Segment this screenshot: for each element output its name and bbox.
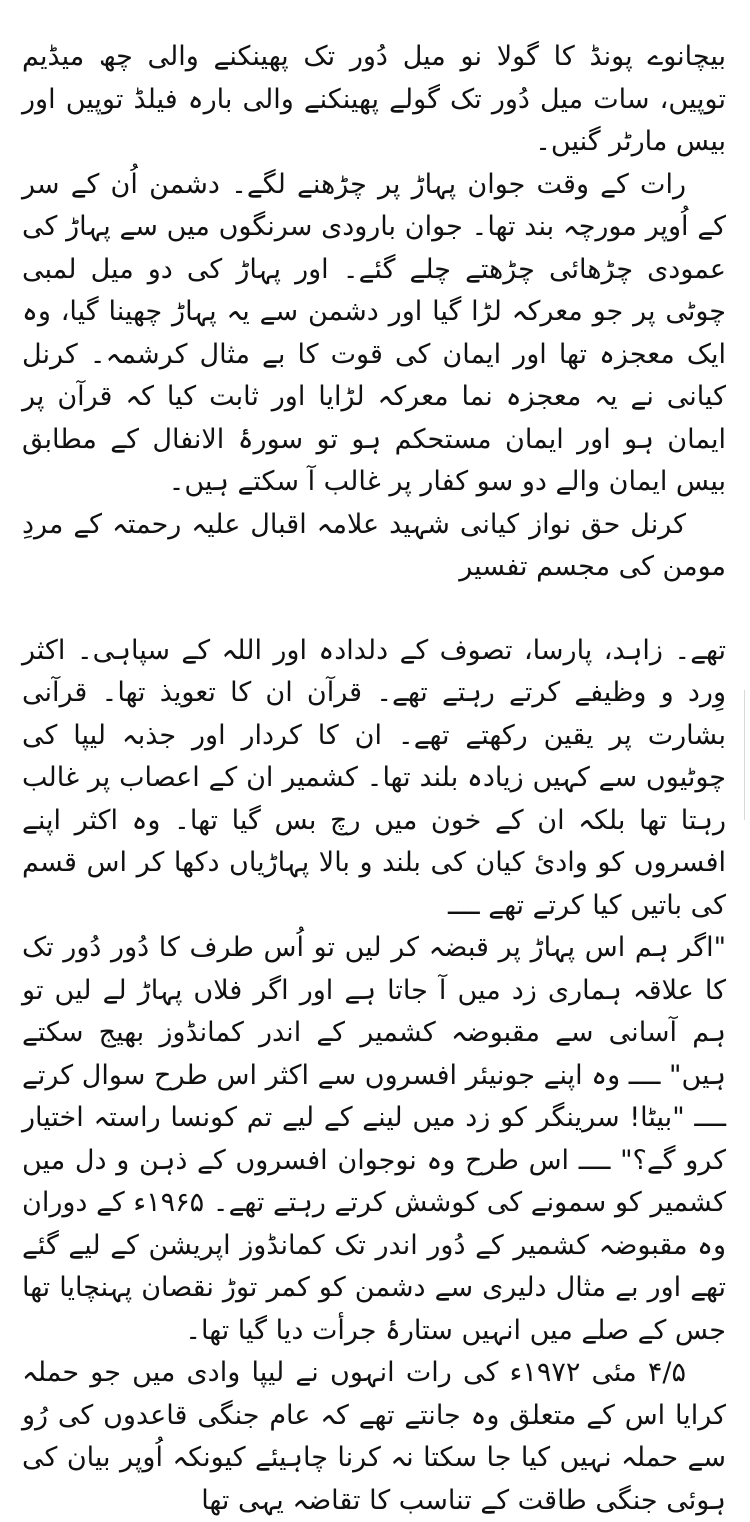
scan-margin-line [744,690,745,820]
paragraph-colonel-intro: کرنل حق نواز کیانی شہید علامہ اقبال علیہ رحمتہ کے مردِ مومن کی مجسم تفسیر [22,508,726,582]
urdu-text-body [22,36,726,1522]
paragraph-may-attack: ۴/۵ مئی ۱۹۷۲ء کی رات انہوں نے لیپا وادی میں جو حملہ کرایا اس کے متعلق وہ جانتے تھے کہ عام جنگی قاعدوں کی رُو سے حملہ نہیں کیا جا سکتا نہ کرنا چاہیئے کیونکہ اُوپر بیان کی ہوئی جنگی طاقت کے تناسب کا تقاضہ یہی تھا [22,1357,726,1516]
paragraph-colonel-character: تھے۔ زاہد، پارسا، تصوف کے دلدادہ اور اللہ کے سپاہی۔ اکثر وِرد و وظیفے کرتے رہتے تھے۔ قرآن ان کا تعویذ تھا۔ قرآنی بشارت پر یقین رکھتے تھے۔ ان کا کردار اور جذبہ لیپا کی چوٹیوں سے کہیں زیادہ بلند تھا۔ کشمیر ان کے اعصاب پر غالب رہتا تھا بلکہ ان کے خون میں رچ بس گیا تھا۔ وہ اکثر اپنے افسروں کو وادئ کیان کی بلند و بالا پہاڑیاں دکھا کر اس قسم کی باتیں کیا کرتے تھے ــــ [22,634,726,921]
paragraph-artillery-list: بیچانوے پونڈ کا گولا نو میل دُور تک پھینکنے والی چھ میڈیم توپیں، سات میل دُور تک گولے پھینکنے والی بارہ فیلڈ توپیں اور بیس مارٹر گنیں۔ [22,41,726,157]
paragraph-kashmir-quote: "اگر ہم اس پہاڑ پر قبضہ کر لیں تو اُس طرف کا دُور دُور تک کا علاقہ ہماری زد میں آ جاتا ہے اور اگر فلاں پہاڑ لے لیں تو ہم آسانی سے مقبوضہ کشمیر کے اندر کمانڈوز بھیج سکتے ہیں" ــــ وہ اپنے جونیئر افسروں سے اکثر اس طرح سوال کرتے ــــ "بیٹا! سرینگر کو زد میں لینے کے لیے تم کونسا راستہ اختیار کرو گے؟" ــــ اس طرح وہ نوجوان افسروں کے ذہن و دل میں کشمیر کو سمونے کی کوشش کرتے رہتے تھے۔ ۱۹۶۵ء کے دوران وہ مقبوضہ کشمیر کے دُور اندر تک کمانڈوز اپریشن کے لیے گئے تھے اور بے مثال دلیری سے دشمن کو کمر توڑ نقصان پہنچایا تھا جس کے صلے میں انہیں ستارۂ جرأت دیا گیا تھا۔ [22,932,726,1346]
paragraph-gap [22,589,726,630]
paragraph-night-climb: رات کے وقت جوان پہاڑ پر چڑھنے لگے۔ دشمن اُن کے سر کے اُوپر مورچہ بند تھا۔ جوان بارودی سرنگوں میں سے پہاڑ کی عمودی چڑھائی چڑھتے چلے گئے۔ اور پہاڑ کی دو میل لمبی چوٹی پر جو معرکہ لڑا گیا اور دشمن سے یہ پہاڑ چھینا گیا، وہ ایک معجزہ تھا اور ایمان کی قوت کا بے مثال کرشمہ۔ کرنل کیانی نے یہ معجزہ نما معرکہ لڑایا اور ثابت کیا کہ قرآن پر ایمان ہو اور ایمان مستحکم ہو تو سورۂ الانفال کے مطابق بیس ایمان والے دو سو کفار پر غالب آ سکتے ہیں۔ [22,168,726,497]
